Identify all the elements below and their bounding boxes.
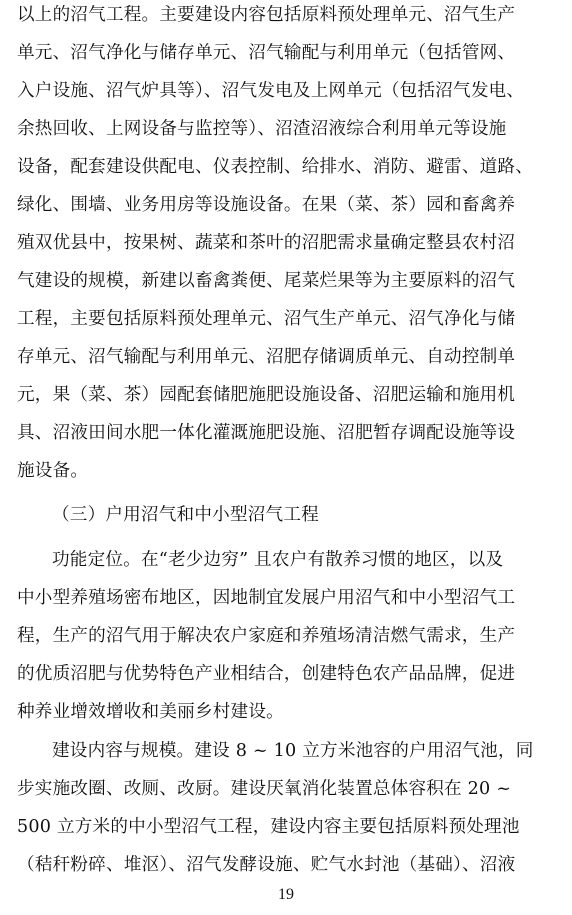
body-line: 施设备。 [17,461,89,481]
body-line: 设备，配套建设供配电、仪表控制、给排水、消防、避雷、道路、 [17,157,534,177]
body-line: 中小型养殖场密布地区，因地制宜发展户用沼气和中小型沼气工 [17,588,516,608]
body-line: 殖双优县中，按果树、蔬菜和茶叶的沼肥需求量确定整县农村沼 [17,233,516,253]
body-line: 步实施改圈、改厕、改厨。建设厌氧消化装置总体容积在 20 ~ [17,779,512,799]
page-number: 19 [278,886,294,903]
body-line: 以上的沼气工程。主要建设内容包括原料预处理单元、沼气生产 [17,5,516,25]
body-line: 余热回收、上网设备与监控等）、沼渣沼液综合利用单元等设施 [17,119,507,139]
body-line: 单元、沼气净化与储存单元、沼气输配与利用单元（包括管网、 [17,43,516,63]
body-line: 入户设施、沼气炉具等）、沼气发电及上网单元（包括沼气发电、 [17,81,525,101]
body-line: 绿化、围墙、业务用房等设施设备。在果（菜、茶）园和畜禽养 [17,195,516,215]
body-line: 500 立方米的中小型沼气工程，建设内容主要包括原料预处理池 [17,817,520,837]
body-line: 元，果（菜、茶）园配套储肥施肥设施设备、沼肥运输和施用机 [17,385,516,405]
body-line: 功能定位。在“老少边穷” 且农户有散养习惯的地区，以及 [52,550,504,570]
body-line: 存单元、沼气输配与利用单元、沼肥存储调质单元、自动控制单 [17,347,516,367]
body-line: 气建设的规模，新建以畜禽粪便、尾菜烂果等为主要原料的沼气 [17,271,516,291]
section-heading: （三）户用沼气和中小型沼气工程 [52,505,319,525]
body-line: 建设内容与规模。建设 8 ~ 10 立方米池容的户用沼气池，同 [52,741,534,761]
body-line: 的优质沼肥与优势特色产业相结合，创建特色农产品品牌，促进 [17,664,516,684]
body-line: 程，生产的沼气用于解决农户家庭和养殖场清洁燃气需求，生产 [17,626,516,646]
body-line: （秸秆粉碎、堆沤）、沼气发酵设施、贮气水封池（基础）、沼液 [17,855,516,875]
body-line: 工程，主要包括原料预处理单元、沼气生产单元、沼气净化与储 [17,309,516,329]
body-line: 种养业增效增收和美丽乡村建设。 [17,702,284,722]
body-line: 具、沼液田间水肥一体化灌溉施肥设施、沼肥暂存调配设施等设 [17,423,516,443]
